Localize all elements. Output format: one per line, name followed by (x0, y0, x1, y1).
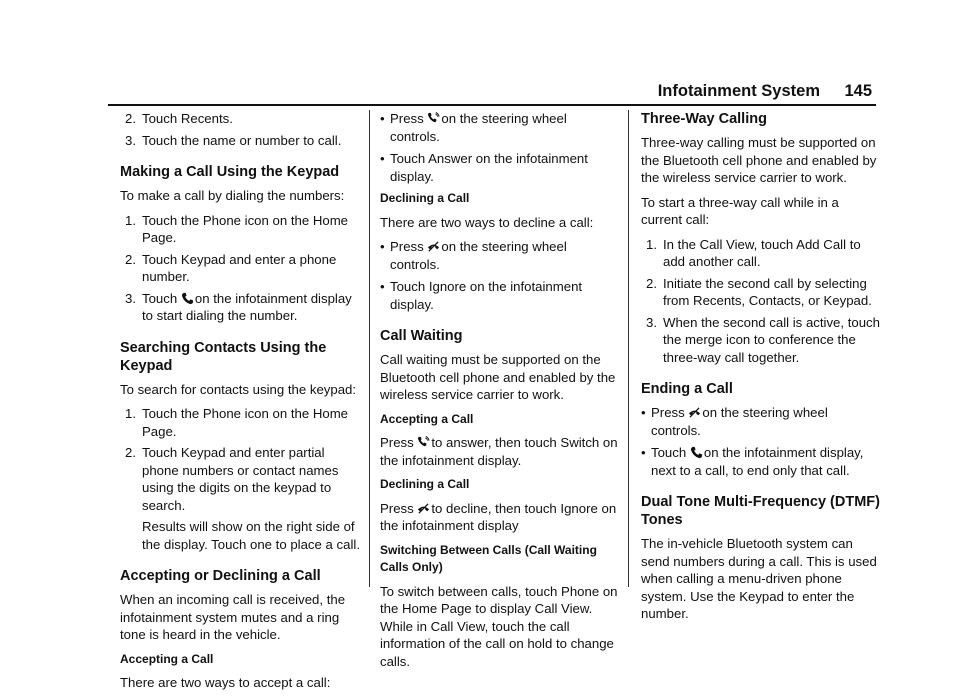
list-item: 2. Initiate the second call by selecting from Recents, Contacts, or Keypad. (646, 275, 872, 308)
column-3 (641, 110, 881, 630)
heading-searching-contacts: Searching Contacts Using the Keypad (120, 339, 327, 374)
list-item: • Touch Ignore on the infotainment display. (380, 279, 583, 312)
list-item: 3. When the second call is active, touch the merge icon to conference the three-way call together. (646, 314, 880, 365)
heading-call-waiting: Call Waiting (380, 328, 463, 344)
list-item: 3. Touch the name or number to call. (125, 132, 342, 148)
list-item: • Press on the steering wheel controls. (380, 111, 567, 144)
subheading: Declining a Call (380, 191, 470, 205)
phone-handset-icon (181, 292, 194, 305)
phone-handset-icon (690, 446, 703, 459)
end-call-icon (417, 502, 430, 515)
list-item: 1. In the Call View, touch Add Call to add another call. (646, 236, 861, 269)
push-to-talk-icon (417, 436, 430, 449)
heading-making-call: Making a Call Using the Keypad (120, 164, 340, 180)
subheading: Accepting a Call (380, 411, 474, 426)
paragraph: Press to decline, then touch Ignore on the infotainment display (380, 500, 617, 533)
list-item: • Press on the steering wheel controls. (641, 405, 828, 438)
paragraph: To start a three-way call while in a current call: (641, 194, 839, 227)
paragraph: The in-vehicle Bluetooth system can send numbers during a call. This is used when calling a menu-driven phone system. Use the Keypad to enter the number. (641, 536, 877, 621)
heading-three-way: Three-Way Calling (641, 111, 767, 127)
section-title: Infotainment System (657, 82, 820, 100)
heading-accepting-declining: Accepting or Declining a Call (120, 568, 321, 584)
paragraph: To switch between calls, touch Phone on the Home Page to display Call View. While in Call View, touch the call information of the call on hold to change calls. (380, 583, 618, 669)
list-item: • Touch Answer on the infotainment display. (380, 151, 588, 184)
column-divider (369, 110, 370, 587)
list-item: 2. Touch Keypad and enter a phone number. (125, 251, 337, 284)
paragraph: Call waiting must be supported on the Bluetooth cell phone and enabled by the wireless service carrier to work. (380, 352, 616, 402)
header-rule (108, 104, 876, 106)
list-item: • Press on the steering wheel controls. (380, 239, 567, 272)
subheading: Accepting a Call (120, 651, 214, 666)
column-2 (380, 110, 620, 677)
paragraph: Three-way calling must be supported on the Bluetooth cell phone and enabled by the wireless service carrier to work. (641, 135, 877, 185)
heading-ending-call: Ending a Call (641, 381, 733, 397)
paragraph: When an incoming call is received, the infotainment system mutes and a ring tone is heard in the vehicle. (120, 592, 346, 642)
column-1 (120, 110, 360, 699)
paragraph: Press to answer, then touch Switch on the infotainment display. (380, 435, 618, 468)
subheading: Switching Between Calls (Call Waiting Calls Only) (380, 542, 597, 574)
paragraph: To make a call by dialing the numbers: (120, 188, 345, 203)
end-call-icon (427, 240, 440, 253)
list-item: 2. Touch Keypad and enter partial phone numbers or contact names using the digits on the keypad to search. (125, 445, 339, 513)
list-item: 1. Touch the Phone icon on the Home Page. (125, 406, 349, 439)
paragraph: Results will show on the right side of the display. Touch one to place a call. (142, 519, 360, 552)
column-divider (628, 110, 629, 587)
paragraph: To search for contacts using the keypad: (120, 381, 357, 397)
list-item: 2. Touch Recents. (125, 111, 233, 126)
paragraph: There are two ways to accept a call: (120, 675, 331, 690)
list-item: 1. Touch the Phone icon on the Home Page. (125, 212, 349, 245)
paragraph: There are two ways to decline a call: (380, 214, 594, 230)
end-call-icon (688, 406, 701, 419)
list-item: • Touch on the infotainment display, next to a call, to end only that call. (641, 445, 864, 478)
list-item: 3. Touch on the infotainment display to start dialing the number. (125, 290, 352, 323)
page-number: 145 (844, 82, 872, 100)
subheading: Declining a Call (380, 477, 470, 491)
heading-dtmf: Dual Tone Multi-Frequency (DTMF) Tones (641, 494, 880, 528)
push-to-talk-icon (427, 112, 440, 125)
